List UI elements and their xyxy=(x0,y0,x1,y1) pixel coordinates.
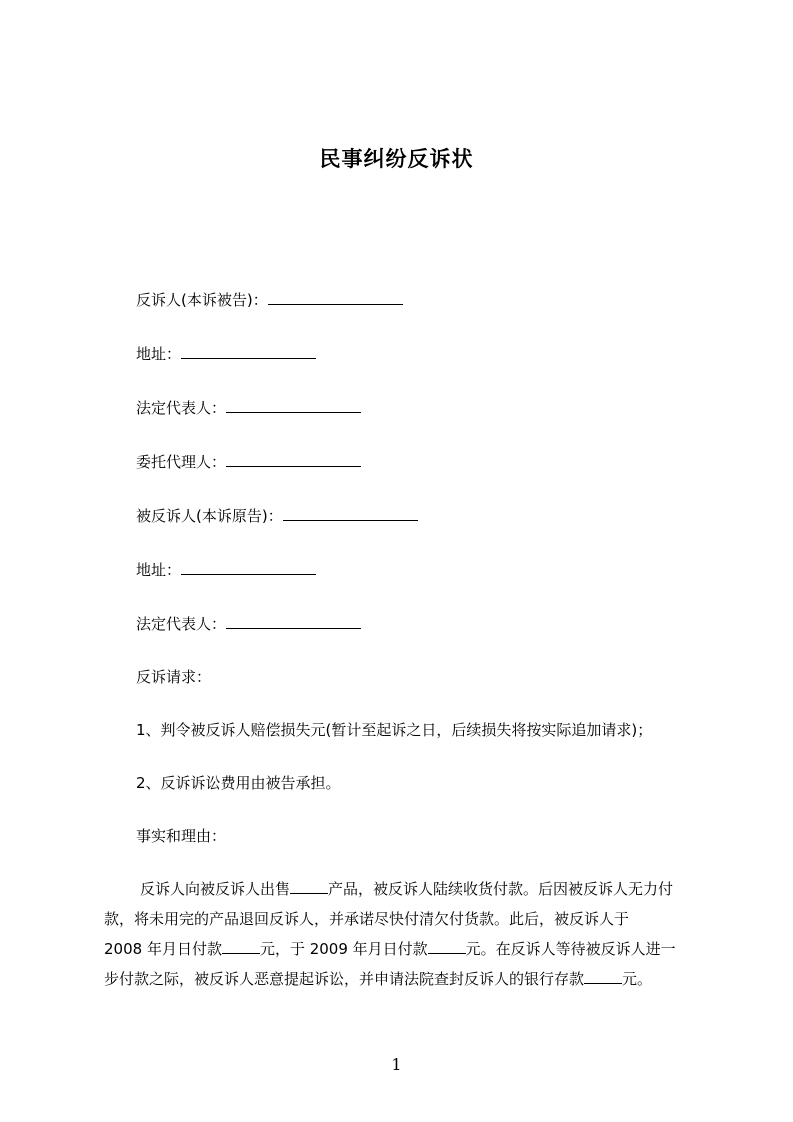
facts-paragraph xyxy=(104,874,704,994)
field-agent xyxy=(136,452,361,472)
field-legal-rep-1 xyxy=(136,398,361,418)
field-label: 地址： xyxy=(136,561,182,579)
field-counter-defendant xyxy=(136,506,418,526)
facts-heading: 事实和理由： xyxy=(136,827,227,845)
text-span: 反诉人向被反诉人出售 xyxy=(140,880,291,898)
paragraph-line: 款，将未用完的产品退回反诉人，并承诺尽快付清欠付货款。此后，被反诉人于 xyxy=(104,910,630,928)
field-counter-plaintiff xyxy=(136,290,403,310)
claim-item-1: 1、判令被反诉人赔偿损失元(暂计至起诉之日，后续损失将按实际追加请求)； xyxy=(136,721,653,739)
fill-blank[interactable] xyxy=(290,879,328,894)
text-span: 元。在反诉人等待被反诉人进一 xyxy=(465,940,676,958)
field-legal-rep-2 xyxy=(136,614,361,634)
fill-blank[interactable] xyxy=(222,939,260,954)
fill-blank[interactable] xyxy=(226,614,361,629)
fill-blank[interactable] xyxy=(226,398,361,413)
field-address-1 xyxy=(136,344,316,364)
text-span: 元，于 2009 年月日付款 xyxy=(259,940,428,958)
fill-blank[interactable] xyxy=(584,969,622,984)
field-label: 法定代表人： xyxy=(136,399,227,417)
paragraph-line xyxy=(104,964,704,994)
claim-item-2: 2、反诉诉讼费用由被告承担。 xyxy=(136,774,341,792)
field-label: 委托代理人： xyxy=(136,453,227,471)
fill-blank[interactable] xyxy=(428,939,466,954)
paragraph-line xyxy=(104,874,704,904)
paragraph-line xyxy=(104,934,704,964)
page-number: 1 xyxy=(391,1055,402,1074)
field-label: 被反诉人(本诉原告)： xyxy=(136,507,283,525)
field-address-2 xyxy=(136,560,316,580)
field-label: 法定代表人： xyxy=(136,615,227,633)
fill-blank[interactable] xyxy=(283,506,418,521)
claims-heading: 反诉请求： xyxy=(136,668,212,686)
text-span: 元。 xyxy=(622,970,653,988)
text-span: 产品，被反诉人陆续收货付款。后因被反诉人无力付 xyxy=(328,880,674,898)
document-title: 民事纠纷反诉状 xyxy=(319,147,474,171)
fill-blank[interactable] xyxy=(181,560,316,575)
text-span: 步付款之际，被反诉人恶意提起诉讼，并申请法院查封反诉人的银行存款 xyxy=(104,970,585,988)
text-span: 2008 年月日付款 xyxy=(104,940,222,958)
fill-blank[interactable] xyxy=(181,344,316,359)
field-label: 反诉人(本诉被告)： xyxy=(136,291,268,309)
fill-blank[interactable] xyxy=(268,290,403,305)
fill-blank[interactable] xyxy=(226,452,361,467)
field-label: 地址： xyxy=(136,345,182,363)
